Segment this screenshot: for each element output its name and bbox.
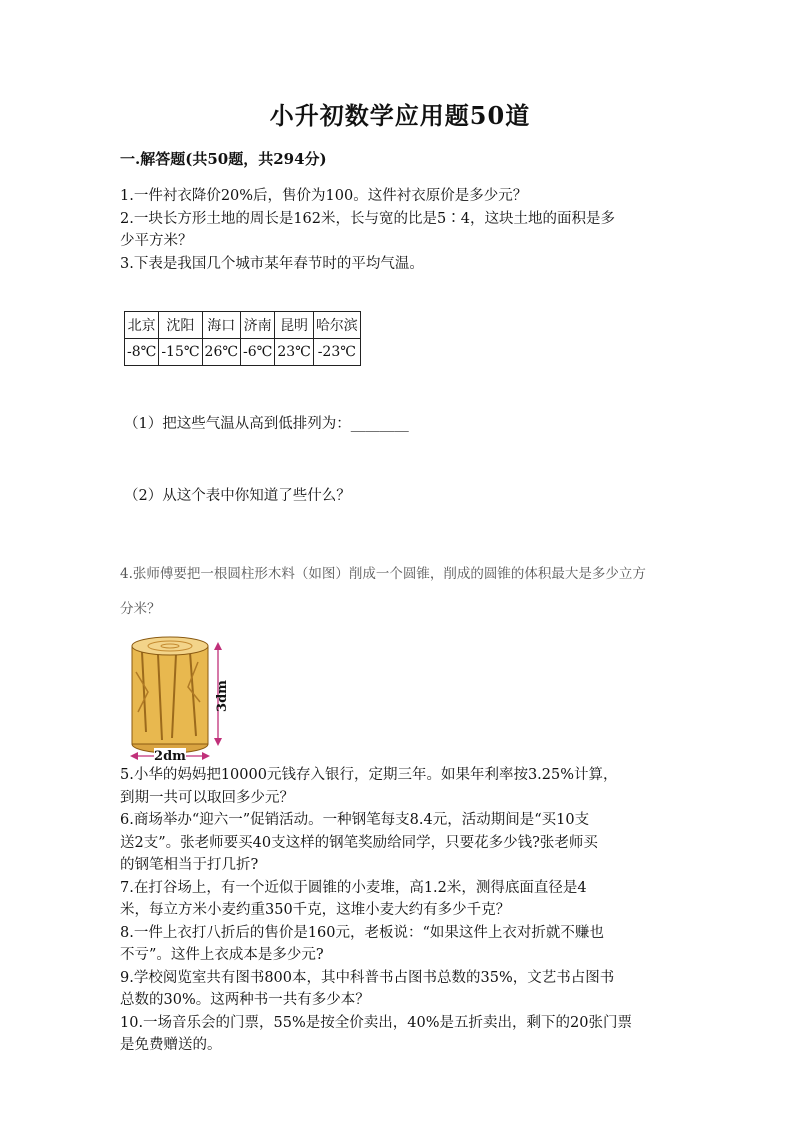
question-text: 5.小华的妈妈把10000元钱存入银行，定期三年。如果年利率按3.25%计算，: [120, 767, 618, 783]
question-text: 6.商场举办“迎六一”促销活动。一种钢笔每支8.4元，活动期间是“买10支: [120, 812, 590, 828]
table-cell: -15℃: [159, 339, 202, 366]
sub-question-2: （2）从这个表中你知道了些什么？: [124, 488, 351, 504]
temperature-table: [124, 311, 361, 366]
question-text: 7.在打谷场上，有一个近似于圆锥的小麦堆，高1.2米，测得底面直径是4: [120, 879, 587, 896]
question-text: 8.一件上衣打八折后的售价是160元，老板说：“如果这件上衣对折就不赚也: [120, 924, 604, 941]
question-text: 分米？: [120, 600, 161, 617]
question-text: 4.张师傅要把一根圆柱形木料（如图）削成一个圆锥，削成的圆锥的体积最大是多少立方: [120, 566, 646, 582]
table-cell: 哈尔滨: [313, 312, 360, 339]
table-cell: 北京: [125, 312, 159, 339]
question-text: 送2支”。张老师要买40支这样的钢笔奖励给同学，只要花多少钱?张老师买: [120, 834, 598, 851]
table-cell: -23℃: [313, 339, 360, 366]
table-row: [125, 312, 361, 339]
table-cell: 26℃: [202, 339, 240, 366]
question-text: 到期一共可以取回多少元？: [120, 789, 294, 806]
height-label: 3dm: [215, 680, 230, 712]
table-cell: 海口: [202, 312, 240, 339]
table-cell: -8℃: [125, 339, 159, 366]
question-text: 的钢笔相当于打几折?: [120, 857, 259, 873]
question-1: [120, 185, 680, 275]
question-text: 总数的30%。这两种书一共有多少本？: [120, 992, 370, 1008]
question-text: 不亏”。这件上衣成本是多少元?: [120, 947, 324, 963]
questions-5-10: [120, 764, 680, 1057]
question-text: 2.一块长方形土地的周长是162米，长与宽的比是5∶4，这块土地的面积是多: [120, 210, 615, 227]
question-text: 米，每立方米小麦约重350千克，这堆小麦大约有多少千克？: [120, 902, 511, 918]
question-text: 少平方米？: [120, 233, 193, 249]
question-text: 1.一件衬衣降价20%后，售价为100。这件衬衣原价是多少元？: [120, 188, 528, 204]
table-cell: -6℃: [241, 339, 275, 366]
table-cell: 23℃: [275, 339, 313, 366]
question-text: 10.一场音乐会的门票，55%是按全价卖出，40%是五折卖出，剩下的20张门票: [120, 1014, 632, 1031]
section-heading: 一.解答题(共50题，共294分): [120, 150, 327, 168]
question-text: 是免费赠送的。: [120, 1037, 222, 1053]
question-4: [120, 563, 690, 620]
table-row: [125, 339, 361, 366]
table-cell: 济南: [241, 312, 275, 339]
page-title: 小升初数学应用题50道: [269, 101, 531, 130]
question-text: 3.下表是我国几个城市某年春节时的平均气温。: [120, 255, 424, 272]
table-cell: 昆明: [275, 312, 313, 339]
cylinder-log-figure: [128, 632, 238, 762]
sub-question-1: （1）把这些气温从高到低排列为：________: [124, 416, 409, 432]
width-label: 2dm: [154, 749, 186, 762]
table-cell: 沈阳: [159, 312, 202, 339]
question-text: 9.学校阅览室共有图书800本，其中科普书占图书总数的35%，文艺书占图书: [120, 969, 615, 986]
